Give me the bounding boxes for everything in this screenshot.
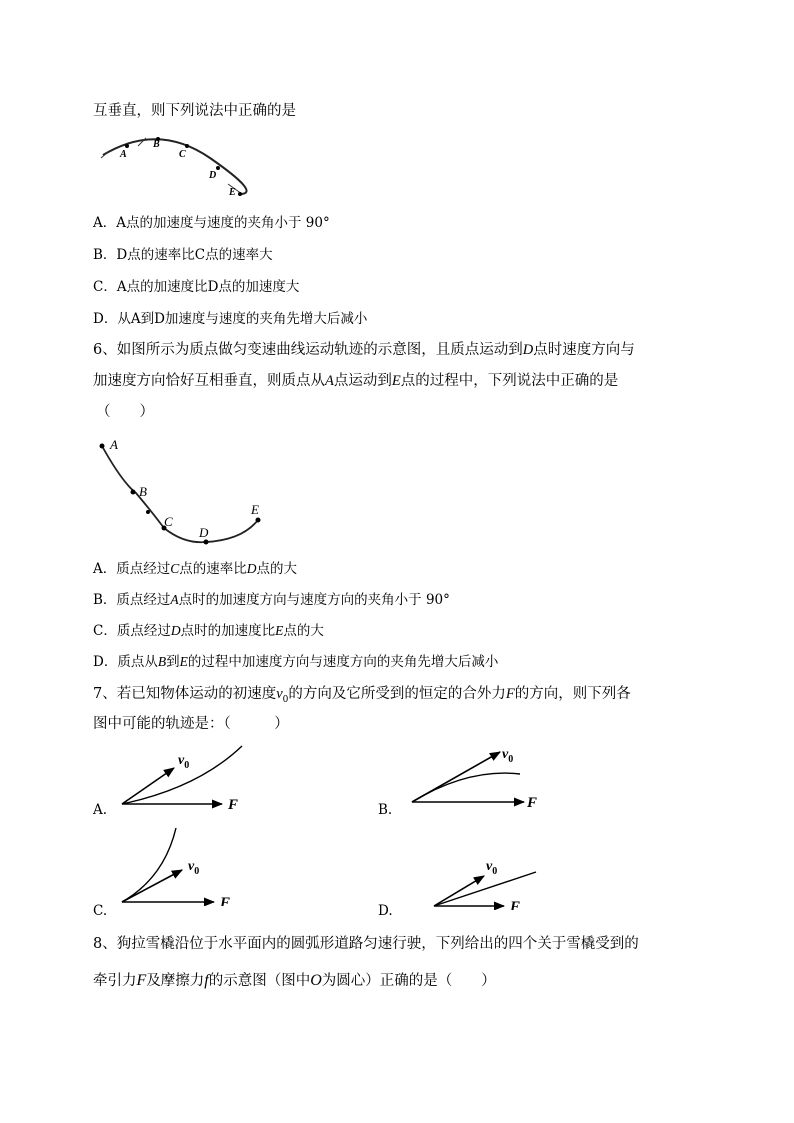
q7d-v0-label: $v_0$: [486, 859, 498, 877]
q5-option-d: D．从A到D加速度与速度的夹角先增大后减小: [93, 311, 368, 327]
q5-trajectory-figure: [98, 128, 248, 200]
q5-label-c: C: [179, 149, 186, 160]
q7d-f-label: F: [510, 899, 521, 910]
q5-option-c: C．A点的加速度比D点的加速度大: [93, 279, 300, 295]
q5-label-d: D: [209, 170, 217, 181]
q6-option-d: D．质点从B到E的过程中加速度方向与速度方向的夹角先增大后减小: [93, 654, 499, 670]
q7-stem-line2: 图中可能的轨迹是：（ ）: [93, 716, 289, 732]
q7-figure-d: [408, 848, 548, 910]
q8-stem-line2: 牵引力F及摩擦力f的示意图（图中O为圆心）正确的是（ ）: [93, 972, 496, 989]
q6-label-a: A: [110, 437, 118, 452]
q6-stem-line1: 6、如图所示为质点做匀变速曲线运动轨迹的示意图，且质点运动到D点时速度方向与: [93, 342, 635, 358]
q7c-v0-label: $v_0$: [188, 859, 200, 877]
q7-figure-b: [408, 742, 548, 812]
q5-option-b: B．D点的速率比C点的速率大: [93, 247, 273, 263]
q6-option-c: C．质点经过D点时的加速度比E点的大: [93, 623, 324, 639]
q7-option-c-label: C.: [93, 903, 108, 919]
q5-stem-tail: 互垂直，则下列说法中正确的是: [93, 103, 296, 119]
q6-option-b: B．质点经过A点时的加速度方向与速度方向的夹角小于 90°: [93, 592, 450, 608]
q6-label-d: D: [199, 525, 209, 540]
q7a-v0-label: $v_0$: [178, 753, 190, 771]
q7-option-d-label: D.: [378, 903, 393, 919]
q7-figure-a: [118, 742, 258, 812]
q7c-f-label: F: [220, 895, 231, 906]
q5-option-a: A．A点的加速度与速度的夹角小于 90°: [93, 215, 330, 231]
q5-label-b: B: [153, 139, 160, 150]
q7-stem-line1: 7、若已知物体运动的初速度$v_0$的方向及它所受到的恒定的合外力F的方向，则下列各: [93, 686, 631, 705]
q7b-f-label: F: [527, 795, 538, 811]
q6-label-e: E: [251, 502, 259, 517]
q5-label-e: E: [229, 187, 236, 198]
q7b-v0-label: $v_0$: [502, 747, 514, 765]
q6-label-b: B: [139, 484, 147, 499]
q8-stem-line1: 8、狗拉雪橇沿位于水平面内的圆弧形道路匀速行驶，下列给出的四个关于雪橇受到的: [93, 936, 639, 952]
q7-figure-c: [118, 826, 258, 906]
q5-label-a: A: [120, 149, 127, 160]
q6-answer-bracket: （ ）: [96, 404, 154, 420]
q6-trajectory-figure: [92, 432, 272, 550]
q6-stem-line2: 加速度方向恰好互相垂直，则质点从A点运动到E点的过程中，下列说法中正确的是: [93, 373, 619, 389]
q7-option-b-label: B.: [378, 802, 393, 818]
q6-option-a: A．质点经过C点的速率比D点的大: [93, 561, 298, 577]
q6-label-c: C: [164, 514, 173, 529]
q7a-f-label: F: [228, 797, 239, 812]
q7-option-a-label: A.: [93, 802, 108, 818]
